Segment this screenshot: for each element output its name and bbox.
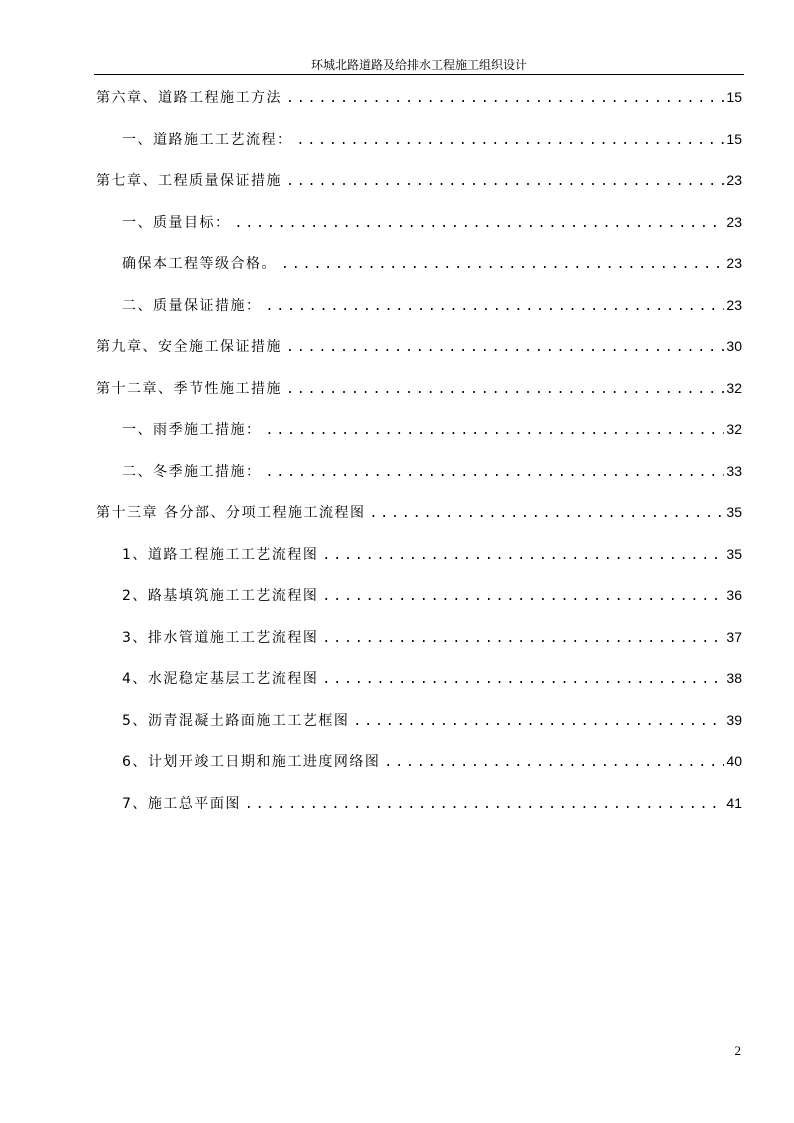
toc-entry[interactable] xyxy=(96,668,742,710)
toc-entry[interactable] xyxy=(96,170,742,212)
page-number: 2 xyxy=(734,1043,741,1058)
toc-dot-leader xyxy=(266,421,725,441)
toc-dot-leader xyxy=(286,172,724,192)
toc-entry-page: 32 xyxy=(726,379,742,396)
toc-entry-page: 35 xyxy=(726,545,742,562)
toc-entry-page: 30 xyxy=(726,338,742,354)
toc-dot-leader xyxy=(322,670,724,690)
toc-entry-page: 40 xyxy=(726,753,742,769)
toc-dot-leader xyxy=(286,380,724,400)
toc-entry-page: 23 xyxy=(726,172,742,188)
toc-dot-leader xyxy=(353,712,724,732)
toc-dot-leader xyxy=(235,214,725,234)
toc-entry-page: 36 xyxy=(726,587,742,603)
toc-entry-title: 第七章、工程质量保证措施 xyxy=(96,173,282,189)
toc-entry[interactable] xyxy=(96,461,742,503)
toc-entry-title: 一、雨季施工措施： xyxy=(122,422,262,438)
toc-dot-leader xyxy=(286,89,724,109)
toc-entry[interactable] xyxy=(96,336,742,378)
toc-entry[interactable] xyxy=(96,129,742,171)
toc-entry-title: 4、水泥稳定基层工艺流程图 xyxy=(122,671,319,687)
toc-entry-title: 一、质量目标： xyxy=(122,214,231,231)
toc-entry-title: 二、质量保证措施： xyxy=(122,297,262,314)
toc-entry[interactable] xyxy=(96,710,742,752)
toc-dot-leader xyxy=(322,546,724,566)
toc-dot-leader xyxy=(384,753,724,773)
toc-entry[interactable] xyxy=(96,585,742,627)
toc-entry[interactable] xyxy=(96,253,742,295)
toc-entry-title: 3、排水管道施工工艺流程图 xyxy=(122,629,319,646)
toc-entry-title: 第九章、安全施工保证措施 xyxy=(96,339,282,355)
toc-entry-title: 二、冬季施工措施： xyxy=(122,463,262,480)
toc-dot-leader xyxy=(245,795,725,815)
toc-entry-page: 23 xyxy=(726,255,742,271)
toc-entry-page: 41 xyxy=(726,794,742,811)
toc-dot-leader xyxy=(286,338,724,358)
table-of-contents xyxy=(96,87,742,834)
toc-dot-leader xyxy=(266,463,725,483)
toc-entry-page: 15 xyxy=(726,89,742,105)
toc-entry-page: 15 xyxy=(726,130,742,147)
toc-entry-title: 5、沥青混凝土路面施工工艺框图 xyxy=(122,712,350,729)
toc-entry-page: 39 xyxy=(726,711,742,728)
toc-entry[interactable] xyxy=(96,751,742,793)
toc-dot-leader xyxy=(369,504,724,524)
toc-entry[interactable] xyxy=(96,295,742,337)
toc-dot-leader xyxy=(322,629,724,649)
toc-entry[interactable] xyxy=(96,212,742,254)
toc-entry-page: 23 xyxy=(726,213,742,230)
toc-dot-leader xyxy=(297,131,725,151)
toc-entry-title: 6、计划开竣工日期和施工进度网络图 xyxy=(122,754,381,770)
toc-entry-title: 第十三章 各分部、分项工程施工流程图 xyxy=(96,505,366,521)
toc-dot-leader xyxy=(266,297,725,317)
toc-dot-leader xyxy=(281,255,724,275)
toc-entry-title: 第六章、道路工程施工方法 xyxy=(96,90,282,106)
toc-entry-title: 7、施工总平面图 xyxy=(122,795,241,812)
toc-entry[interactable] xyxy=(96,87,742,129)
toc-entry-title: 一、道路施工工艺流程： xyxy=(122,131,293,148)
toc-entry-page: 38 xyxy=(726,670,742,686)
toc-entry-page: 35 xyxy=(726,504,742,520)
toc-entry-title: 1、道路工程施工工艺流程图 xyxy=(122,546,319,563)
toc-entry-page: 23 xyxy=(726,296,742,313)
toc-entry[interactable] xyxy=(96,378,742,420)
toc-entry-page: 37 xyxy=(726,628,742,645)
toc-dot-leader xyxy=(322,587,724,607)
toc-entry-page: 33 xyxy=(726,462,742,479)
toc-entry[interactable] xyxy=(96,419,742,461)
toc-entry-title: 2、路基填筑施工工艺流程图 xyxy=(122,588,319,604)
toc-entry[interactable] xyxy=(96,793,742,835)
toc-entry-page: 32 xyxy=(726,421,742,437)
toc-entry-title: 确保本工程等级合格。 xyxy=(122,256,277,272)
page-header-title: 环城北路道路及给排水工程施工组织设计 xyxy=(310,58,527,72)
toc-entry-title: 第十二章、季节性施工措施 xyxy=(96,380,282,397)
toc-entry[interactable] xyxy=(96,502,742,544)
toc-entry[interactable] xyxy=(96,627,742,669)
toc-entry[interactable] xyxy=(96,544,742,586)
header-divider xyxy=(94,74,744,75)
